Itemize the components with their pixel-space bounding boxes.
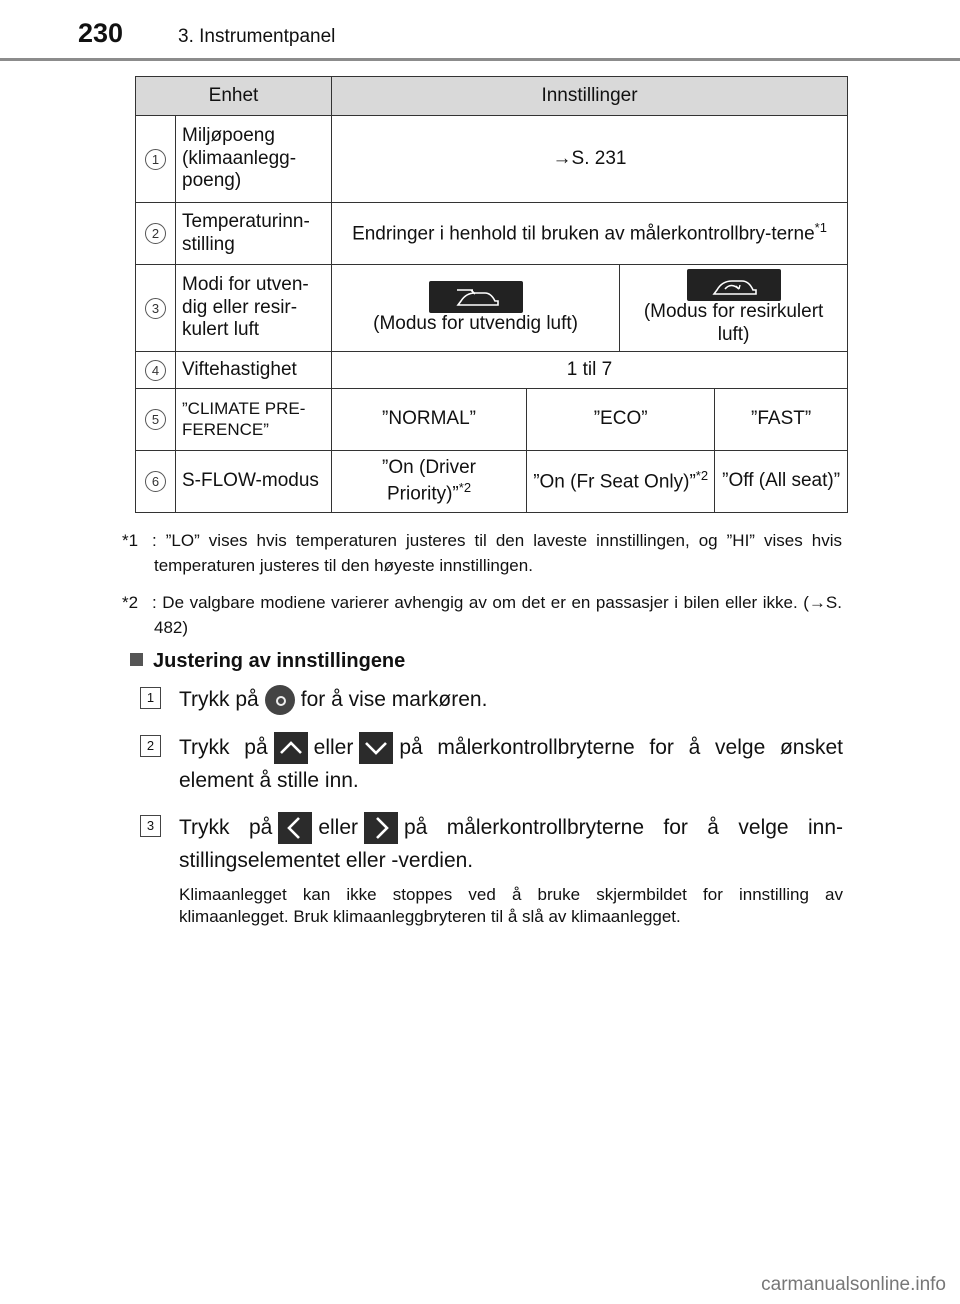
- row-option: (Modus for resirkulert luft): [620, 265, 848, 352]
- step-number: 3: [140, 815, 161, 837]
- step-number: 1: [140, 687, 161, 709]
- row-number: 2: [136, 203, 176, 265]
- settings-table: [135, 76, 848, 513]
- row-unit: S-FLOW-modus: [176, 451, 332, 513]
- row-option: ”Off (All seat)”: [715, 451, 848, 513]
- row-number: 1: [136, 116, 176, 203]
- table-row: [136, 451, 848, 513]
- row-unit: Viftehastighet: [176, 352, 332, 389]
- chevron-down-icon: [359, 732, 393, 764]
- row-option: ”On (Fr Seat Only)”$^{*2}$: [527, 451, 715, 513]
- control-knob-icon: [265, 685, 295, 715]
- row-option: ”ECO”: [527, 389, 715, 451]
- table-row: [136, 265, 848, 352]
- square-bullet-icon: [130, 653, 143, 666]
- footnote-mark: *2: [122, 593, 139, 612]
- footnote-2: [122, 590, 842, 640]
- table-row: [136, 203, 848, 265]
- row-unit: Temperaturinn-stilling: [176, 203, 332, 265]
- row-number: 5: [136, 389, 176, 451]
- footnote-ref: *2: [695, 468, 709, 484]
- step-1: 1 Trykk på for å vise markøren.: [140, 683, 843, 716]
- row-option: (Modus for utvendig luft): [332, 265, 620, 352]
- footnote-mark: *1: [122, 531, 139, 550]
- header-settings: Innstillinger: [332, 77, 848, 116]
- section-title: Justering av innstillingene: [130, 650, 405, 673]
- chevron-right-icon: [364, 812, 398, 844]
- page-number: 230: [78, 18, 124, 48]
- row-unit: Modi for utven-dig eller resir-kulert luft: [176, 265, 332, 352]
- chevron-left-icon: [278, 812, 312, 844]
- footnote-ref: *2: [458, 479, 472, 495]
- step-number: 2: [140, 735, 161, 757]
- row-unit: Miljøpoeng (klimaanlegg-poeng): [176, 116, 332, 203]
- footnote-1: [122, 528, 842, 578]
- row-unit: ”CLIMATE PRE-FERENCE”: [176, 389, 332, 451]
- table-row: [136, 116, 848, 203]
- row-option: ”NORMAL”: [332, 389, 527, 451]
- recirculated-air-icon: [687, 269, 781, 301]
- header-unit: Enhet: [136, 77, 332, 116]
- note-text: Klimaanlegget kan ikke stoppes ved å bruke skjermbildet for innstilling av klimaanlegget. Bruk klimaanleggbryteren til å slå av klimaanlegget.: [179, 885, 843, 926]
- chapter-title: 3. Instrumentpanel: [178, 26, 336, 47]
- row-option: ”FAST”: [715, 389, 848, 451]
- footnote-ref: *1: [814, 220, 827, 236]
- step-2: 2 Trykk på eller på målerkontrollbryterne for å velge ønsket element å stille inn.: [140, 731, 843, 797]
- page-header: [0, 0, 960, 62]
- chevron-up-icon: [274, 732, 308, 764]
- step-3: 3 Trykk på eller på målerkontrollbryterne for å velge inn-stillingselementet eller -verdien.: [140, 811, 843, 877]
- footnote-text: : De valgbare modiene varierer avhengig av om det er en passasjer i bilen eller ikke. (→S. 482): [152, 593, 842, 637]
- row-value: 1 til 7: [332, 352, 848, 389]
- row-number: 6: [136, 451, 176, 513]
- table-row: [136, 389, 848, 451]
- row-option: ”On (Driver Priority)”$^{*2}$: [332, 451, 527, 513]
- table-header-row: [136, 77, 848, 116]
- row-value: Endringer i henhold til bruken av målerkontrollbry-terne$^{*1}$: [332, 203, 848, 265]
- row-value: →S. 231: [332, 116, 848, 203]
- outside-air-icon: [429, 281, 523, 313]
- row-number: 4: [136, 352, 176, 389]
- header-rule: [0, 58, 960, 61]
- footnote-text: : ”LO” vises hvis temperaturen justeres til den laveste innstillingen, og ”HI” vises hvis temperaturen justeres til den høyeste innstillingen.: [152, 531, 842, 575]
- row-number: 3: [136, 265, 176, 352]
- table-row: [136, 352, 848, 389]
- watermark: carmanualsonline.info: [761, 1274, 946, 1295]
